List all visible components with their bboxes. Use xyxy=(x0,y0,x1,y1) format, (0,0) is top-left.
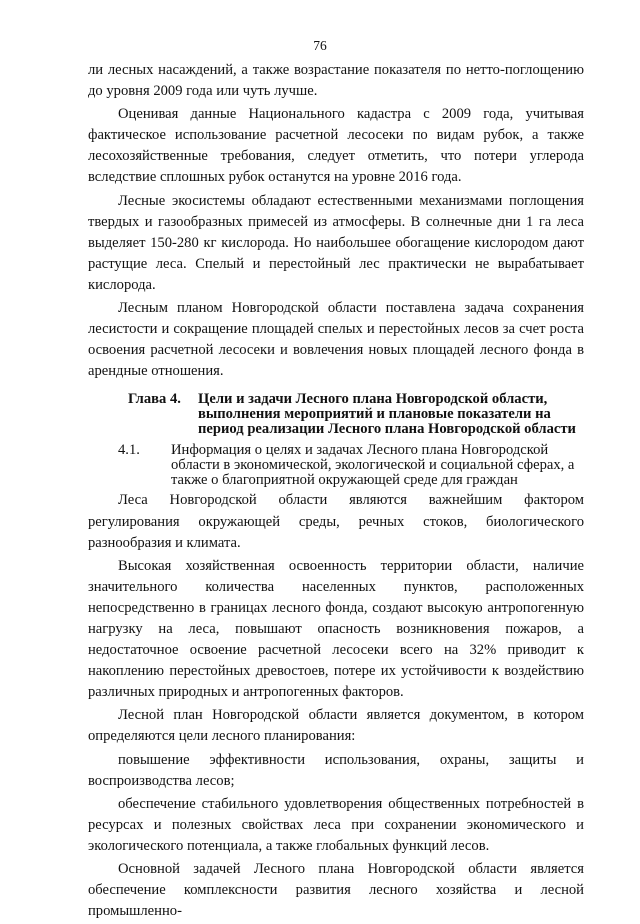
chapter-heading xyxy=(88,392,584,437)
paragraph: обеспечение стабильного удовлетворения общественных потребностей в ресурсах и полезных свойствах леса при сохранении экономического и экологического потенциала, а также глобальных функций лесов. xyxy=(88,795,584,854)
section-title: Информация о целях и задачах Лесного плана Новгородской области в экономической, экологической и социальной сферах, а также о благоприятной окружающей среде для граждан xyxy=(171,442,575,489)
section-number: 4.1. xyxy=(118,442,140,459)
page-number: 76 xyxy=(313,38,327,53)
paragraph: Основной задачей Лесного плана Новгородской области является обеспечение комплексности развития лесного хозяйства и лесной промышленно- xyxy=(88,861,584,920)
paragraph: ли лесных насаждений, а также возрастание показателя по нетто-поглощению до уровня 2009 года или чуть лучше. xyxy=(88,62,584,100)
paragraph: Леса Новгородской области являются важнейшим фактором регулирования окружающей среды, речных стоков, биологического разнообразия и климата. xyxy=(88,492,584,551)
paragraph: Лесным планом Новгородской области поставлена задача сохранения лесистости и сокращение площадей спелых и перестойных лесов за счет роста освоения расчетной лесосеки и вовлечения новых площадей лесного фонда в арендные отношения. xyxy=(88,300,584,380)
section-heading xyxy=(88,443,584,488)
chapter-title: Цели и задачи Лесного плана Новгородской области, выполнения мероприятий и плановые показатели на период реализации Лесного плана Новгородской области xyxy=(198,391,576,438)
body-text xyxy=(88,60,584,924)
paragraph: Оценивая данные Национального кадастра с 2009 года, учитывая фактическое использование расчетной лесосеки по видам рубок, а также лесохозяйственные требования, следует отметить, что потери углерода вследствие сплошных рубок останутся на уровне 2016 года. xyxy=(88,106,584,186)
paragraph: Высокая хозяйственная освоенность территории области, наличие значительного количества населенных пунктов, расположенных непосредственно в границах лесного фонда, создают высокую антропогенную нагрузку на леса, повышают опасность возникновения пожаров, а недостаточное освоение расчетной лесосеки всего на 32% приводит к накоплению перестойных древостоев, потере их устойчивости к воздействию различных природных и антропогенных факторов. xyxy=(88,557,584,701)
paragraph: Лесной план Новгородской области является документом, в котором определяются цели лесного планирования: xyxy=(88,707,584,745)
paragraph: Лесные экосистемы обладают естественными механизмами поглощения твердых и газообразных примесей из атмосферы. В солнечные дни 1 га леса выделяет 150-280 кг кислорода. Но наибольшее обогащение кислородом дают растущие леса. Спелый и перестойный лес практически не вырабатывает кислорода. xyxy=(88,192,584,293)
chapter-number: Глава 4. xyxy=(128,391,181,408)
paragraph: повышение эффективности использования, охраны, защиты и воспроизводства лесов; xyxy=(88,751,584,789)
